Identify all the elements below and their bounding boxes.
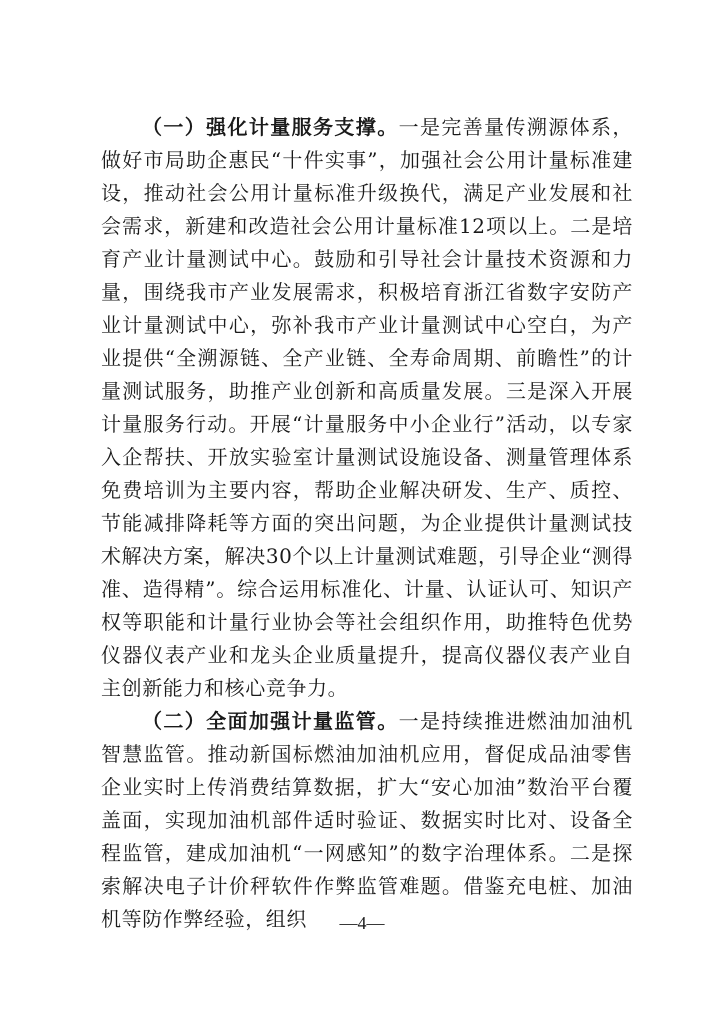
document-body: [101, 111, 633, 936]
paragraph-1-heading: （一）强化计量服务支撑。: [142, 115, 399, 139]
paragraph-2-text: 一是持续推进燃油加油机智慧监管。推动新国标燃油加油机应用，督促成品油零售企业实时上传消费结算数据，扩大“安心加油”数治平台覆盖面，实现加油机部件适时验证、数据实时比对、设备全程监管，建成加油机“一网感知”的数字治理体系。二是探索解决电子计价秤软件作弊监管难题。借鉴充电桩、加油机等防作弊经验，组织: [101, 709, 633, 931]
paragraph-1-text: 一是完善量传溯源体系，做好市局助企惠民“十件实事”，加强社会公用计量标准建设，推动社会公用计量标准升级换代，满足产业发展和社会需求，新建和改造社会公用计量标准12项以上。二是培育产业计量测试中心。鼓励和引导社会计量技术资源和力量，围绕我市产业发展需求，积极培育浙江省数字安防产业计量测试中心，弥补我市产业计量测试中心空白，为产业提供“全溯源链、全产业链、全寿命周期、前瞻性”的计量测试服务，助推产业创新和高质量发展。三是深入开展计量服务行动。开展“计量服务中小企业行”活动，以专家入企帮扶、开放实验室计量测试设施设备、测量管理体系免费培训为主要内容，帮助企业解决研发、生产、质控、节能减排降耗等方面的突出问题，为企业提供计量测试技术解决方案，解决30个以上计量测试难题，引导企业“测得准、造得精”。综合运用标准化、计量、认证认可、知识产权等职能和计量行业协会等社会组织作用，助推特色优势仪器仪表产业和龙头企业质量提升，提高仪器仪表产业自主创新能力和核心竞争力。: [101, 115, 633, 700]
paragraph-2: [101, 705, 633, 936]
paragraph-1: [101, 111, 633, 705]
page-number: —4—: [339, 913, 385, 933]
paragraph-2-heading: （二）全面加强计量监管。: [142, 709, 399, 733]
